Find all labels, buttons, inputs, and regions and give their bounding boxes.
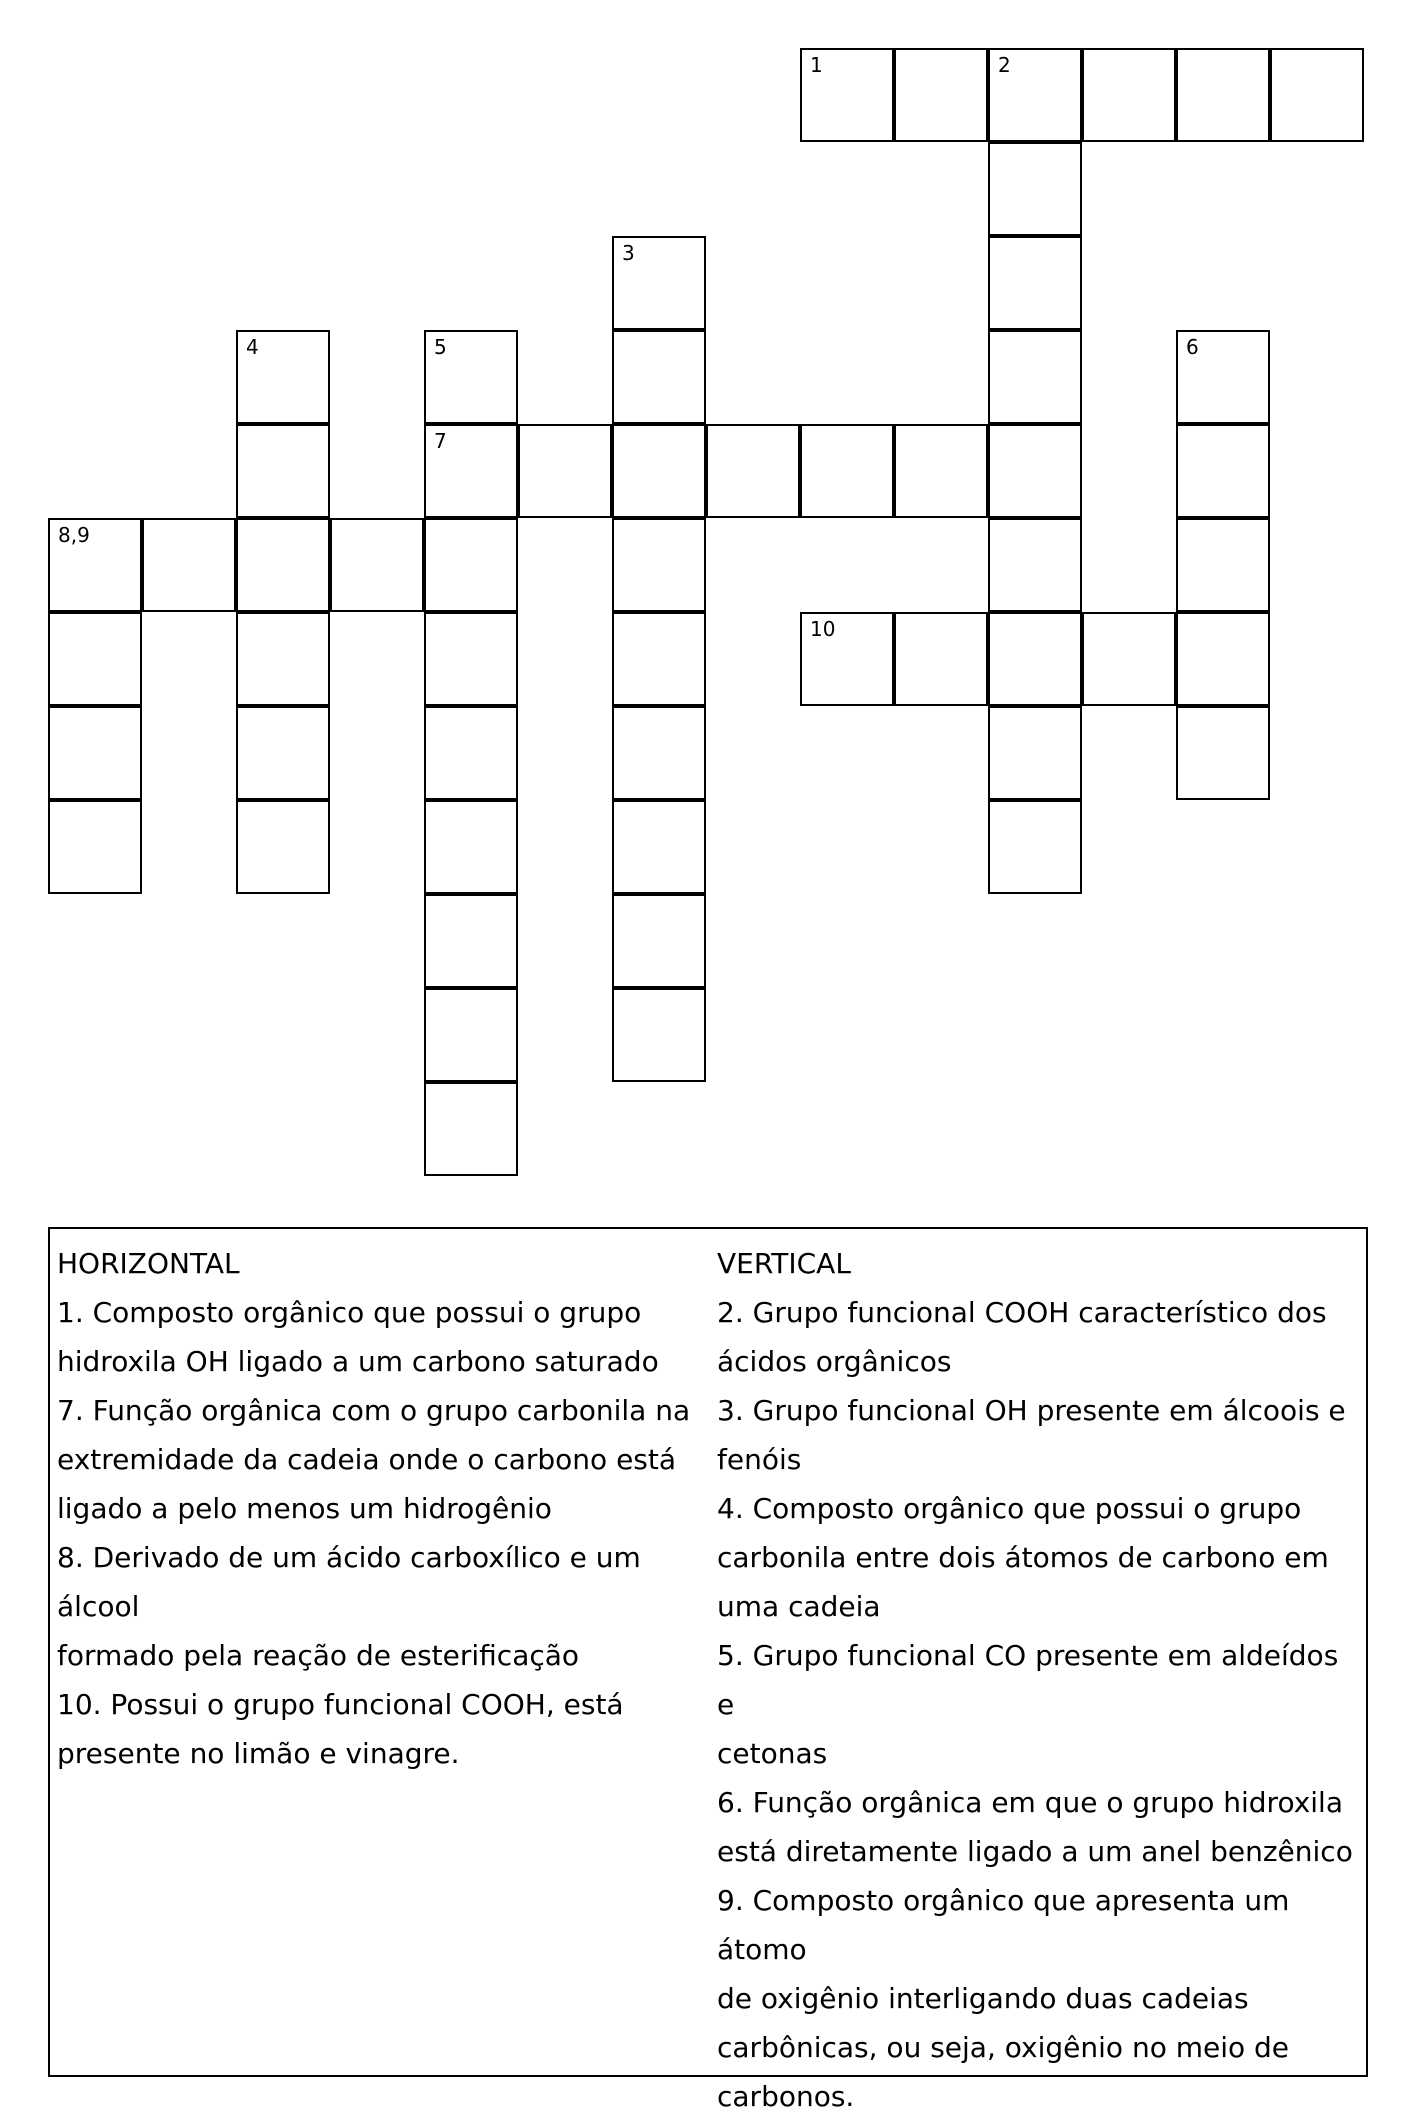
vertical-clue-line: de oxigênio interligando duas cadeias [717, 1982, 1249, 2015]
vertical-clue-line: 4. Composto orgânico que possui o grupo [717, 1492, 1302, 1525]
crossword-cell[interactable] [988, 706, 1082, 800]
vertical-clue-line: 3. Grupo funcional OH presente em álcoois e [717, 1394, 1346, 1427]
crossword-cell[interactable] [988, 142, 1082, 236]
crossword-cell[interactable] [894, 612, 988, 706]
crossword-cell[interactable] [48, 612, 142, 706]
vertical-clue-line: cetonas [717, 1737, 828, 1770]
clues-box [48, 1227, 1368, 2113]
horizontal-clue-line: 10. Possui o grupo funcional COOH, está [57, 1688, 624, 1721]
crossword-cell[interactable] [800, 612, 894, 706]
clue-number: 4 [246, 335, 259, 359]
crossword-cell[interactable] [612, 424, 706, 518]
vertical-clue-line: 5. Grupo funcional CO presente em aldeídos e [717, 1639, 1339, 1721]
crossword-cell[interactable] [1270, 48, 1364, 142]
crossword-cell[interactable] [612, 236, 706, 330]
vertical-clue-line: 2. Grupo funcional COOH característico dos [717, 1296, 1327, 1329]
clue-number: 2 [998, 53, 1011, 77]
crossword-cell[interactable] [612, 706, 706, 800]
vertical-clue-line: carbonila entre dois átomos de carbono em [717, 1541, 1329, 1574]
crossword-cell[interactable] [988, 236, 1082, 330]
crossword-cell[interactable] [612, 330, 706, 424]
crossword-cell[interactable] [894, 424, 988, 518]
crossword-cell[interactable] [1176, 612, 1270, 706]
clue-number: 5 [434, 335, 447, 359]
crossword-cell[interactable] [1176, 518, 1270, 612]
vertical-heading: VERTICAL [717, 1247, 851, 1280]
vertical-clues [717, 1239, 1363, 2121]
crossword-cell[interactable] [706, 424, 800, 518]
horizontal-clues [57, 1239, 709, 1778]
clue-number: 7 [434, 429, 447, 453]
crossword-cell[interactable] [612, 518, 706, 612]
clue-number: 1 [810, 53, 823, 77]
crossword-cell[interactable] [988, 800, 1082, 894]
crossword-cell[interactable] [236, 330, 330, 424]
horizontal-clue-line: 8. Derivado de um ácido carboxílico e um álcool [57, 1541, 641, 1623]
crossword-cell[interactable] [894, 48, 988, 142]
crossword-cell[interactable] [988, 48, 1082, 142]
crossword-cell[interactable] [424, 518, 518, 612]
crossword-cell[interactable] [1082, 48, 1176, 142]
horizontal-clue-line: ligado a pelo menos um hidrogênio [57, 1492, 552, 1525]
crossword-cell[interactable] [424, 706, 518, 800]
horizontal-clue-line: 7. Função orgânica com o grupo carbonila na [57, 1394, 691, 1427]
crossword-cell[interactable] [48, 706, 142, 800]
horizontal-heading: HORIZONTAL [57, 1247, 240, 1280]
crossword-cell[interactable] [424, 612, 518, 706]
crossword-cell[interactable] [424, 800, 518, 894]
crossword-cell[interactable] [518, 424, 612, 518]
crossword-cell[interactable] [1176, 424, 1270, 518]
crossword-cell[interactable] [1082, 612, 1176, 706]
clue-number: 3 [622, 241, 635, 265]
crossword-cell[interactable] [142, 518, 236, 612]
crossword-cell[interactable] [424, 424, 518, 518]
horizontal-clue-line: 1. Composto orgânico que possui o grupo [57, 1296, 642, 1329]
clue-number: 10 [810, 617, 836, 641]
crossword-cell[interactable] [424, 330, 518, 424]
crossword-cell[interactable] [424, 1082, 518, 1176]
crossword-cell[interactable] [988, 424, 1082, 518]
vertical-clue-line: carbônicas, ou seja, oxigênio no meio de [717, 2031, 1290, 2064]
crossword-cell[interactable] [988, 612, 1082, 706]
crossword-cell[interactable] [424, 988, 518, 1082]
clue-number: 6 [1186, 335, 1199, 359]
crossword-cell[interactable] [48, 800, 142, 894]
crossword-cell[interactable] [612, 894, 706, 988]
crossword-cell[interactable] [612, 988, 706, 1082]
crossword-cell[interactable] [424, 894, 518, 988]
vertical-clue-line: carbonos. [717, 2080, 855, 2113]
crossword-cell[interactable] [612, 612, 706, 706]
crossword-cell[interactable] [1176, 48, 1270, 142]
vertical-clue-line: 6. Função orgânica em que o grupo hidroxila [717, 1786, 1343, 1819]
vertical-clue-line: uma cadeia [717, 1590, 881, 1623]
crossword-cell[interactable] [612, 800, 706, 894]
vertical-clue-line: está diretamente ligado a um anel benzênico [717, 1835, 1353, 1868]
crossword-cell[interactable] [236, 424, 330, 518]
crossword-cell[interactable] [988, 518, 1082, 612]
vertical-clue-line: 9. Composto orgânico que apresenta um átomo [717, 1884, 1290, 1966]
crossword-cell[interactable] [330, 518, 424, 612]
horizontal-clue-line: hidroxila OH ligado a um carbono saturado [57, 1345, 659, 1378]
horizontal-clue-line: presente no limão e vinagre. [57, 1737, 460, 1770]
clue-number: 8,9 [58, 523, 90, 547]
crossword-cell[interactable] [236, 612, 330, 706]
vertical-clue-line: ácidos orgânicos [717, 1345, 952, 1378]
vertical-clue-line: fenóis [717, 1443, 802, 1476]
crossword-cell[interactable] [988, 330, 1082, 424]
horizontal-clue-line: formado pela reação de esterificação [57, 1639, 580, 1672]
crossword-cell[interactable] [236, 800, 330, 894]
crossword-cell[interactable] [1176, 706, 1270, 800]
crossword-cell[interactable] [800, 48, 894, 142]
crossword-cell[interactable] [800, 424, 894, 518]
crossword-cell[interactable] [236, 706, 330, 800]
horizontal-clue-line: extremidade da cadeia onde o carbono está [57, 1443, 677, 1476]
crossword-cell[interactable] [1176, 330, 1270, 424]
crossword-cell[interactable] [236, 518, 330, 612]
crossword-cell[interactable] [48, 518, 142, 612]
